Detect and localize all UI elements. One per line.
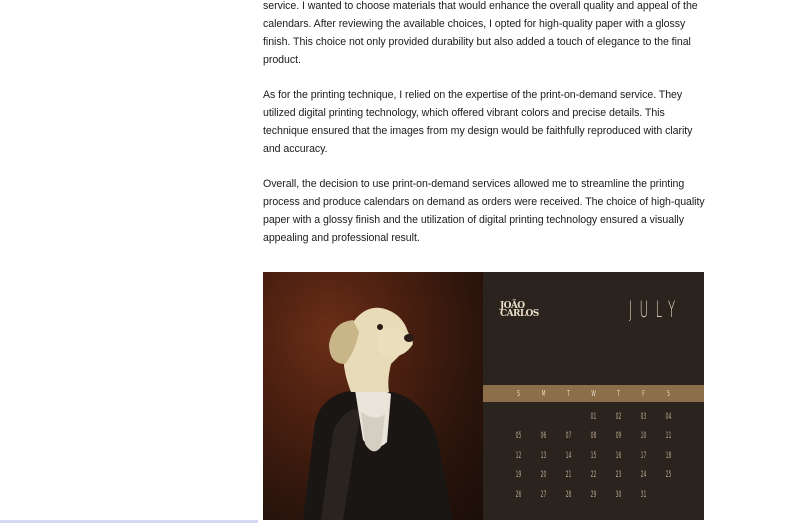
day-cell: 30: [615, 489, 622, 500]
day-cell: 08: [590, 431, 597, 442]
day-cell: 06: [540, 431, 547, 442]
calendar-month: JULY: [628, 298, 682, 323]
weekday-label: M: [541, 389, 546, 398]
weekday-label: T: [567, 389, 570, 398]
weekday-header: [483, 385, 704, 402]
article-paragraph: As for the printing technique, I relied on the expertise of the print-on-demand service. They utilized digital printing technology, which offered vibrant colors and precise details. This technique ensured that the images from my design would be faithfully reproduced with clarity and accuracy.: [263, 89, 693, 155]
day-cell: 18: [665, 450, 672, 461]
weekday-label: F: [642, 389, 645, 398]
weekday-label: S: [667, 389, 670, 398]
day-cell: 14: [565, 450, 572, 461]
weekday-label: S: [517, 389, 520, 398]
day-cell: 03: [640, 412, 647, 422]
day-cell: 29: [590, 489, 597, 500]
day-cell: [662, 486, 675, 505]
weekday-label: T: [617, 389, 620, 398]
day-cell: [562, 408, 575, 427]
article-paragraph: Overall, the decision to use print-on-demand services allowed me to streamline the printing process and produce calendars on demand as orders were received. The choice of high-quality paper with a glossy finish and the utilization of digital printing technology ensured a visually appealing and professional result.: [263, 178, 705, 244]
day-cell: [537, 408, 550, 427]
weekday-label: W: [591, 389, 596, 398]
day-cell: 25: [665, 470, 672, 481]
dog-illustration: [263, 272, 483, 520]
day-cell: 16: [615, 450, 622, 461]
day-cell: 10: [640, 431, 647, 442]
day-cell: 22: [590, 470, 597, 481]
day-cell: 20: [540, 470, 547, 481]
calendar-mockup-image: [263, 272, 704, 520]
day-cell: 11: [665, 431, 672, 442]
dog-portrait-painting: [263, 272, 483, 520]
calendar-page: [483, 272, 704, 520]
brand-logo: JOÃO CARLOS: [500, 301, 539, 319]
day-cell: 21: [565, 470, 572, 481]
day-cell: 09: [615, 431, 622, 442]
day-cell: 27: [540, 489, 547, 500]
day-cell: 05: [515, 431, 522, 442]
day-cell: 19: [515, 470, 522, 481]
day-cell: 04: [665, 412, 672, 422]
day-cell: [512, 408, 525, 427]
day-cell: 12: [515, 450, 522, 461]
article-body: [263, 0, 708, 264]
day-cell: 13: [540, 450, 547, 461]
day-cell: 31: [640, 489, 647, 500]
day-cell: 17: [640, 450, 647, 461]
day-cell: 28: [565, 489, 572, 500]
day-cell: 01: [590, 412, 597, 422]
day-cell: 02: [615, 412, 622, 422]
day-cell: 23: [615, 470, 622, 481]
day-cell: 24: [640, 470, 647, 481]
day-cell: 15: [590, 450, 597, 461]
article-paragraph: service. I wanted to choose materials that would enhance the overall quality and appeal of the calendars. After reviewing the available choices, I opted for high-quality paper with a glossy finish. This choice not only provided durability but also added a touch of elegance to the final product.: [263, 0, 698, 66]
day-grid: [506, 408, 681, 505]
day-cell: 07: [565, 431, 572, 442]
day-cell: 26: [515, 489, 522, 500]
